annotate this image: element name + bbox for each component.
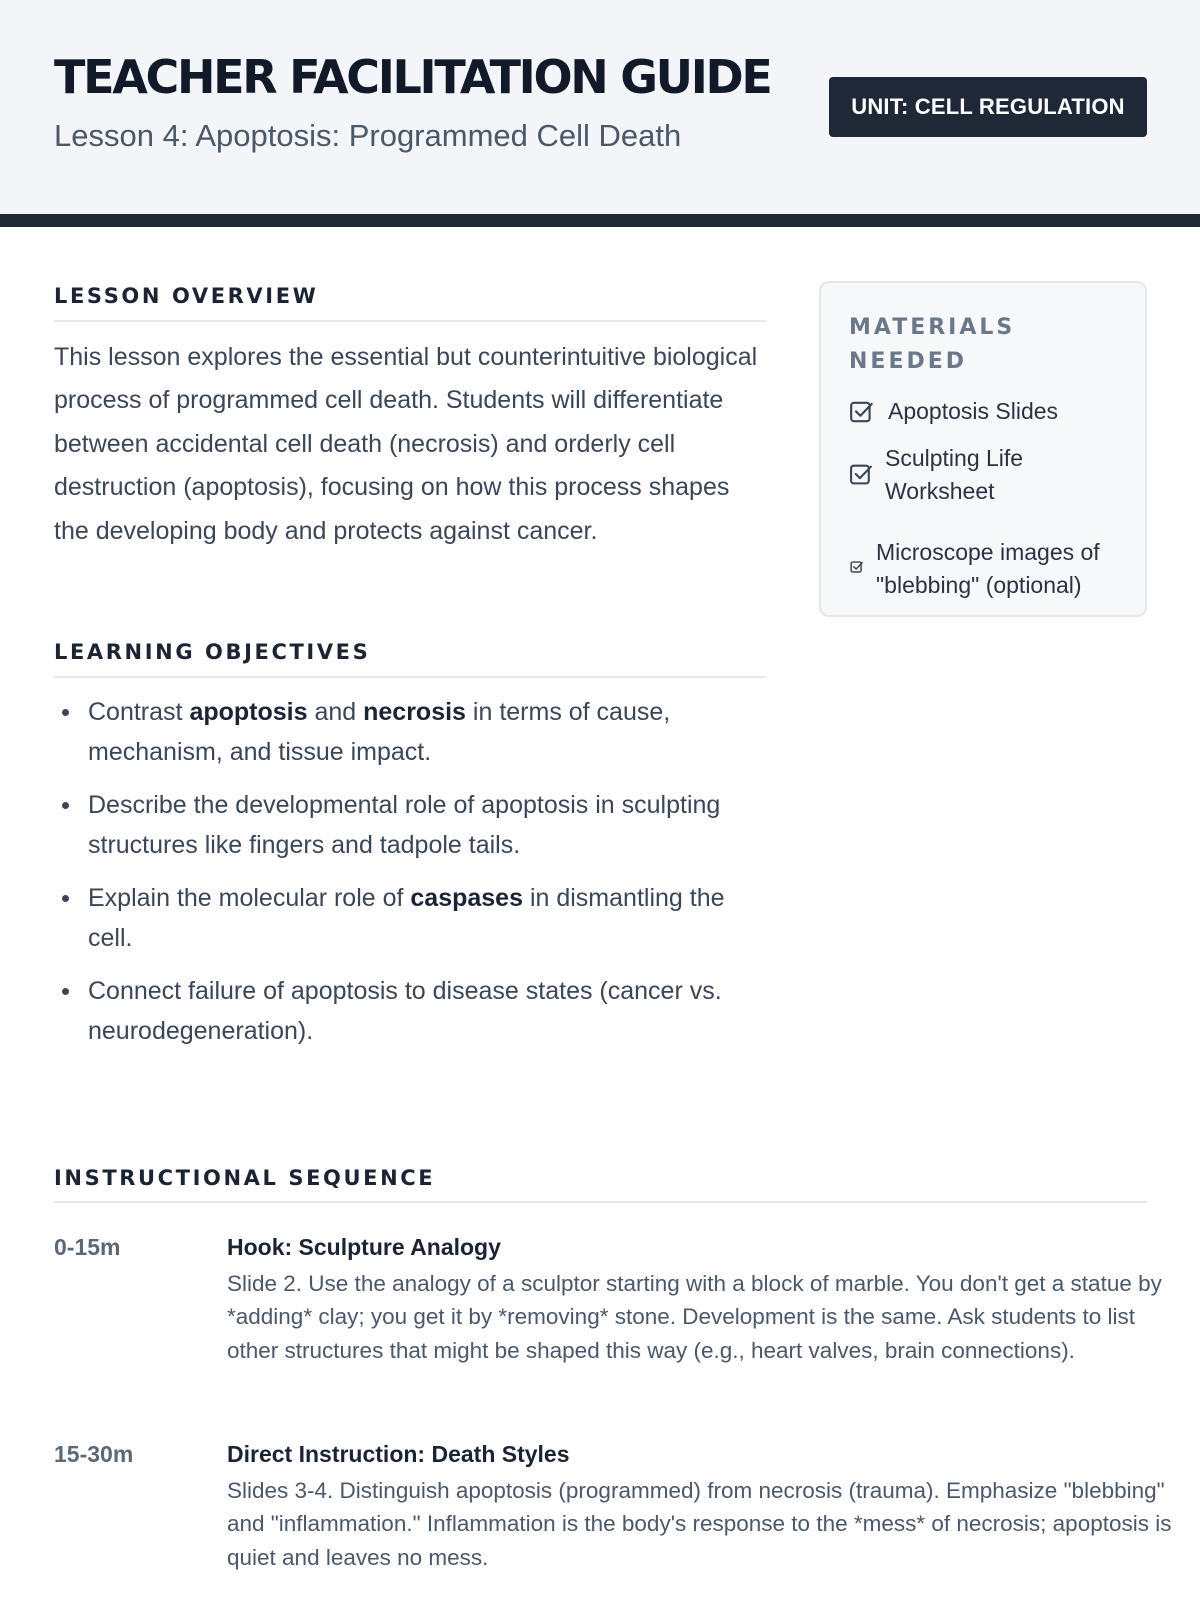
term-caspases: caspases — [410, 884, 523, 912]
objectives-list — [54, 692, 766, 1064]
objectives-heading: LEARNING OBJECTIVES — [54, 640, 371, 664]
material-label-line2: Worksheet — [885, 478, 995, 504]
page-title: TEACHER FACILITATION GUIDE — [54, 50, 771, 104]
material-label-line2: "blebbing" (optional) — [876, 572, 1082, 598]
material-label-line1: Sculpting Life — [885, 445, 1024, 471]
term-necrosis: necrosis — [363, 698, 466, 726]
objective-item: Contrast apoptosis and necrosis in terms of cause, mechanism, and tissue impact. — [54, 692, 766, 772]
checkbox-checked-icon — [849, 399, 875, 425]
objective-item: Connect failure of apoptosis to disease states (cancer vs. neurodegeneration). — [54, 971, 766, 1051]
bullet-icon — [62, 709, 69, 716]
checkbox-checked-icon — [849, 462, 874, 487]
materials-panel — [819, 281, 1147, 617]
term-apoptosis: apoptosis — [189, 698, 308, 726]
sequence-title: Hook: Sculpture Analogy — [227, 1234, 501, 1260]
lesson-subtitle: Lesson 4: Apoptosis: Programmed Cell Death — [54, 118, 682, 153]
bullet-icon — [62, 895, 69, 902]
objective-item: Describe the developmental role of apoptosis in sculpting structures like fingers and tadpole tails. — [54, 785, 766, 865]
checkbox-checked-icon — [850, 560, 864, 574]
unit-badge: UNIT: CELL REGULATION — [829, 77, 1147, 137]
overview-divider — [54, 320, 766, 322]
sequence-time: 15-30m — [54, 1441, 134, 1467]
sequence-title: Direct Instruction: Death Styles — [227, 1441, 570, 1467]
sequence-description: Slides 3-4. Distinguish apoptosis (programmed) from necrosis (trauma). Emphasize "blebbing" and "inflammation." Inflammation is the body's response to the *mess* of necrosis; apoptosis is quiet and leaves no mess. — [227, 1478, 1172, 1570]
bullet-icon — [62, 802, 69, 809]
material-label-line1: Microscope images of — [876, 539, 1100, 565]
objectives-divider — [54, 676, 766, 678]
sequence-divider — [54, 1201, 1147, 1203]
overview-text: This lesson explores the essential but counterintuitive biological process of programmed cell death. Students will differentiate between accidental cell death (necrosis) and orderly cell destruction (apoptosis), focusing on how this process shapes the developing body and protects against cancer. — [54, 343, 758, 545]
objective-item: Explain the molecular role of caspases in dismantling the cell. — [54, 878, 766, 958]
overview-heading: LESSON OVERVIEW — [54, 284, 319, 308]
page-header — [0, 0, 1200, 227]
bullet-icon — [62, 988, 69, 995]
sequence-time: 0-15m — [54, 1234, 121, 1260]
material-label: Apoptosis Slides — [888, 398, 1059, 424]
materials-heading: MATERIALS NEEDED — [849, 315, 1016, 374]
sequence-heading: INSTRUCTIONAL SEQUENCE — [54, 1166, 436, 1190]
sequence-description: Slide 2. Use the analogy of a sculptor starting with a block of marble. You don't get a statue by *adding* clay; you get it by *removing* stone. Development is the same. Ask students to list other structures that might be shaped this way (e.g., heart valves, brain connections). — [227, 1271, 1162, 1363]
